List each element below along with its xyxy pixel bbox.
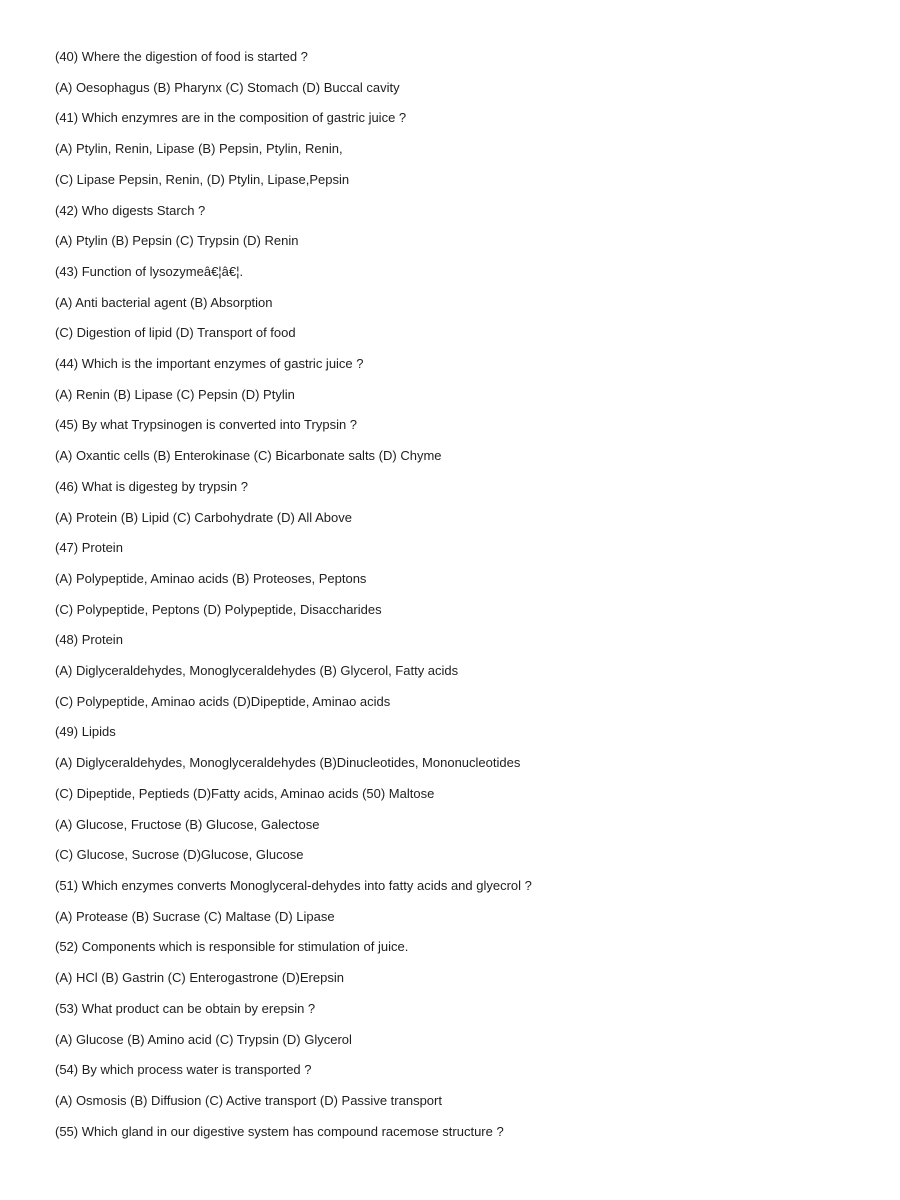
question-text: (53) What product can be obtain by erepsin ? <box>55 1000 316 1016</box>
answer-options: (A) Ptylin (B) Pepsin (C) Trypsin (D) Renin <box>55 233 299 249</box>
answer-options: (C) Digestion of lipid (D) Transport of food <box>55 325 296 341</box>
answer-options: (C) Polypeptide, Peptons (D) Polypeptide, Disaccharides <box>55 601 382 617</box>
question-text: (45) By what Trypsinogen is converted into Trypsin ? <box>55 417 358 433</box>
answer-options: (A) Diglyceraldehydes, Monoglyceraldehydes (B)Dinucleotides, Mononucleotides <box>55 755 521 771</box>
answer-options: (A) Glucose, Fructose (B) Glucose, Galectose <box>55 816 320 832</box>
answer-options: (A) Ptylin, Renin, Lipase (B) Pepsin, Ptylin, Renin, <box>55 141 343 157</box>
answer-options: (A) Protein (B) Lipid (C) Carbohydrate (D) All Above <box>55 509 352 525</box>
question-text: (52) Components which is responsible for stimulation of juice. <box>55 939 409 955</box>
answer-options: (C) Lipase Pepsin, Renin, (D) Ptylin, Lipase,Pepsin <box>55 171 350 187</box>
answer-options: (A) Anti bacterial agent (B) Absorption <box>55 294 273 310</box>
answer-options: (C) Dipeptide, Peptieds (D)Fatty acids, Aminao acids (50) Maltose <box>55 785 435 801</box>
question-text: (55) Which gland in our digestive system has compound racemose structure ? <box>55 1123 504 1139</box>
question-text: (40) Where the digestion of food is started ? <box>55 49 308 64</box>
question-text: (43) Function of lysozymeâ€¦â€¦. <box>55 263 244 279</box>
answer-options: (A) Protease (B) Sucrase (C) Maltase (D) Lipase <box>55 908 335 924</box>
question-text: (42) Who digests Starch ? <box>55 202 206 218</box>
answer-options: (A) Renin (B) Lipase (C) Pepsin (D) Ptylin <box>55 386 295 402</box>
answer-options: (A) Diglyceraldehydes, Monoglyceraldehydes (B) Glycerol, Fatty acids <box>55 663 459 679</box>
answer-options: (A) Glucose (B) Amino acid (C) Trypsin (D) Glycerol <box>55 1031 352 1047</box>
answer-options: (C) Polypeptide, Aminao acids (D)Dipeptide, Aminao acids <box>55 693 391 709</box>
question-text: (49) Lipids <box>55 724 116 740</box>
question-text: (51) Which enzymes converts Monoglyceral-dehydes into fatty acids and glyecrol ? <box>55 877 532 893</box>
question-text: (47) Protein <box>55 540 123 556</box>
answer-options: (A) HCl (B) Gastrin (C) Enterogastrone (D)Erepsin <box>55 970 344 986</box>
document-page <box>55 42 885 1147</box>
answer-options: (A) Polypeptide, Aminao acids (B) Proteoses, Peptons <box>55 570 367 586</box>
question-text: (44) Which is the important enzymes of gastric juice ? <box>55 356 364 372</box>
question-text: (48) Protein <box>55 632 123 648</box>
answer-options: (A) Oesophagus (B) Pharynx (C) Stomach (D) Buccal cavity <box>55 79 400 95</box>
answer-options: (A) Oxantic cells (B) Enterokinase (C) Bicarbonate salts (D) Chyme <box>55 448 442 464</box>
answer-options: (C) Glucose, Sucrose (D)Glucose, Glucose <box>55 847 304 863</box>
question-text: (54) By which process water is transported ? <box>55 1062 312 1078</box>
question-text: (46) What is digesteg by trypsin ? <box>55 478 248 494</box>
answer-options: (A) Osmosis (B) Diffusion (C) Active transport (D) Passive transport <box>55 1092 442 1108</box>
question-text: (41) Which enzymres are in the composition of gastric juice ? <box>55 110 407 126</box>
